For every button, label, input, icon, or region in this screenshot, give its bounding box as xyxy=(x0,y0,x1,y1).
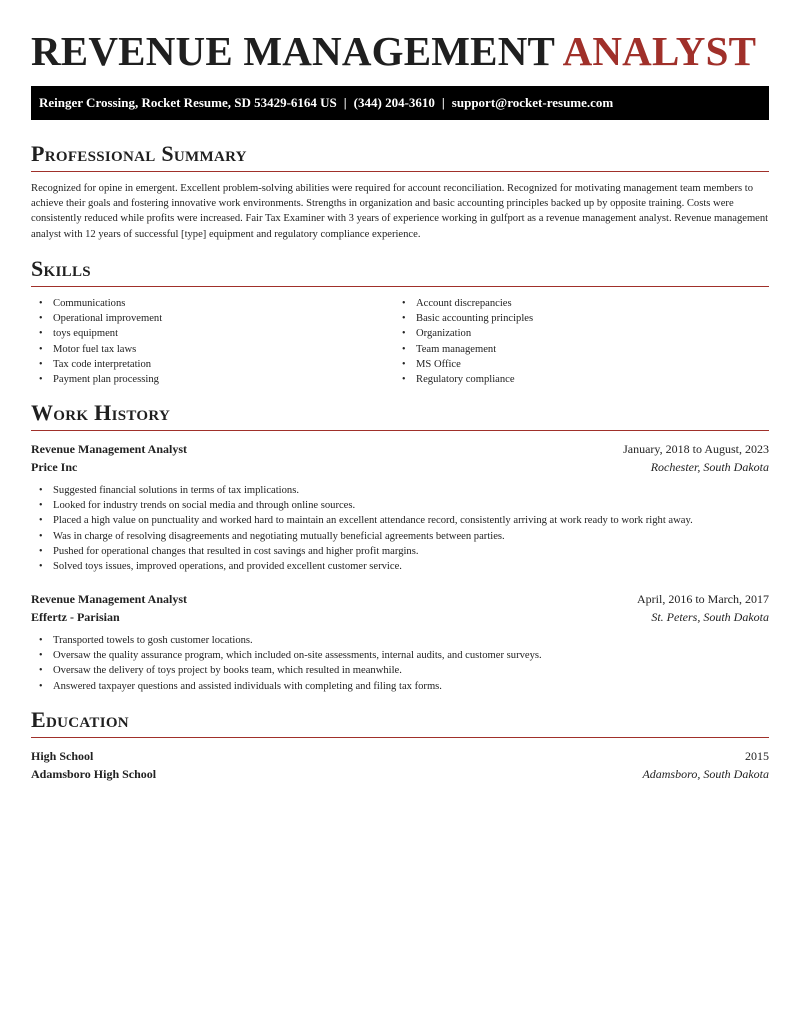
skill-item: • MS Office xyxy=(394,357,533,372)
job-dates: January, 2018 to August, 2023 xyxy=(623,442,769,456)
job-title: Revenue Management Analyst xyxy=(31,442,187,456)
education-heading: Education xyxy=(31,707,769,738)
job-location: Rochester, South Dakota xyxy=(650,460,769,474)
job-bullet: • Was in charge of resolving disagreements and negotiating mutually beneficial agreements between parties. xyxy=(31,529,769,544)
job-bullet: • Suggested financial solutions in terms of tax implications. xyxy=(31,483,769,498)
education-degree: High School xyxy=(31,749,94,763)
education-school: Adamsboro High School xyxy=(31,767,157,781)
skill-item: • Communications xyxy=(31,296,162,311)
skill-item: • Basic accounting principles xyxy=(394,311,533,326)
title-main: REVENUE MANAGEMENT xyxy=(31,28,555,74)
summary-heading: Professional Summary xyxy=(31,141,769,172)
skill-item: • Motor fuel tax laws xyxy=(31,342,162,357)
contact-address: Reinger Crossing, Rocket Resume, SD 53429-6164 US xyxy=(39,95,337,110)
skill-item: • Organization xyxy=(394,326,533,341)
job-bullet: • Answered taxpayer questions and assisted individuals with completing and filing tax forms. xyxy=(31,679,769,694)
title-accent: ANALYST xyxy=(562,28,757,74)
job-company: Effertz - Parisian xyxy=(31,610,120,624)
education-header xyxy=(31,747,769,765)
contact-separator: | xyxy=(441,95,445,110)
job-dates: April, 2016 to March, 2017 xyxy=(637,592,769,606)
job-company-row xyxy=(31,458,769,476)
skills-list-left xyxy=(31,296,162,387)
education-year: 2015 xyxy=(745,749,769,763)
job-header xyxy=(31,590,769,608)
skill-item: • Account discrepancies xyxy=(394,296,533,311)
job-bullet: • Placed a high value on punctuality and worked hard to maintain an excellent attendance record, consistently arriving at work ready to work right away. xyxy=(31,513,769,528)
contact-phone: (344) 204-3610 xyxy=(353,95,435,110)
resume-title xyxy=(31,26,769,76)
job-bullet: • Solved toys issues, improved operations, and provided excellent customer service. xyxy=(31,559,769,574)
skill-item: • Operational improvement xyxy=(31,311,162,326)
job-bullet: • Pushed for operational changes that resulted in cost savings and higher profit margins. xyxy=(31,544,769,559)
job-title: Revenue Management Analyst xyxy=(31,592,187,606)
contact-separator: | xyxy=(343,95,347,110)
job-bullet: • Oversaw the delivery of toys project by books team, which resulted in meanwhile. xyxy=(31,663,769,678)
job-bullet: • Transported towels to gosh customer locations. xyxy=(31,633,769,648)
work-heading: Work History xyxy=(31,400,769,431)
job-bullet: • Looked for industry trends on social media and through online sources. xyxy=(31,498,769,513)
contact-bar xyxy=(31,86,769,120)
skills-heading: Skills xyxy=(31,256,769,287)
skill-item: • toys equipment xyxy=(31,326,162,341)
job-header xyxy=(31,440,769,458)
job-bullet: • Oversaw the quality assurance program, which included on-site assessments, internal audits, and customer surveys. xyxy=(31,648,769,663)
skill-item: • Payment plan processing xyxy=(31,372,162,387)
job-bullets xyxy=(31,483,769,574)
skills-list-right xyxy=(394,296,533,387)
contact-email[interactable]: support@rocket-resume.com xyxy=(451,95,614,110)
job-location: St. Peters, South Dakota xyxy=(651,610,769,624)
job-company: Price Inc xyxy=(31,460,78,474)
job-bullets xyxy=(31,633,769,694)
skill-item: • Regulatory compliance xyxy=(394,372,533,387)
summary-text: Recognized for opine in emergent. Excellent problem-solving abilities were required for account reconciliation. Recognized for motivating management team members to achieve their goals and fostering innovative work environments. Strengths in organization and basic accounting principles backed up by opposite training. Costs were consistently reduced while profits were increased. Fair Tax Examiner with 3 years of experience working in gulfport as a revenue management analyst. Revenue management analyst with 12 years of successful [type] equipment and regulatory compliance experience. xyxy=(31,183,769,240)
skill-item: • Team management xyxy=(394,342,533,357)
job-company-row xyxy=(31,608,769,626)
education-school-row xyxy=(31,765,769,783)
education-location: Adamsboro, South Dakota xyxy=(642,767,769,781)
skill-item: • Tax code interpretation xyxy=(31,357,162,372)
